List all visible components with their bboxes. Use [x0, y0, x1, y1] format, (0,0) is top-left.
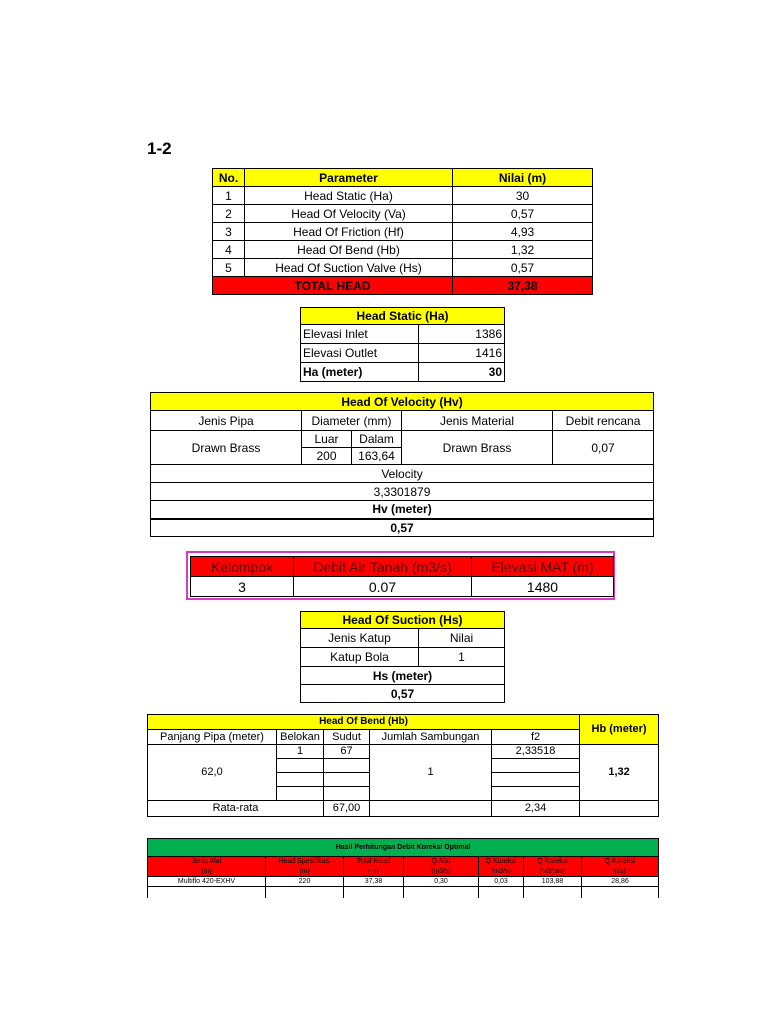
- head-bend-table: [147, 714, 659, 817]
- header-debit-air-tanah: Debit Air Tanah (m3/s): [294, 557, 472, 577]
- hs-value: 0,57: [301, 685, 505, 703]
- row-param: Head Of Suction Valve (Hs): [245, 259, 453, 277]
- cell: Multiflo 420-EXHV: [148, 877, 266, 887]
- ha-label: Ha (meter): [301, 363, 419, 382]
- cell: 28,86: [582, 877, 659, 887]
- header-q-koreksi: Q Koreksi: [524, 857, 582, 867]
- header-total-head: Total Head: [344, 857, 404, 867]
- row-no: 1: [213, 187, 245, 205]
- table-row: [148, 877, 659, 887]
- head-suction-table: [300, 611, 505, 703]
- col-belokan: Belokan: [277, 730, 324, 745]
- material-value: Drawn Brass: [402, 431, 553, 465]
- elevasi-outlet-label: Elevasi Outlet: [301, 344, 419, 363]
- head-static-title: Head Static (Ha): [301, 308, 505, 325]
- col-jenis-katup: Jenis Katup: [301, 629, 419, 648]
- table-row: [213, 259, 593, 277]
- hb-value: 1,32: [580, 745, 659, 801]
- header-q-koreksi: Q Koreksi: [479, 857, 524, 867]
- rata-rata-sudut: 67,00: [324, 801, 370, 817]
- col-debit-rencana: Debit rencana: [553, 411, 654, 431]
- table-row: [213, 187, 593, 205]
- dalam-value: 163,64: [352, 448, 402, 465]
- table-row: [213, 205, 593, 223]
- optimal-table: [147, 838, 659, 898]
- header-jenis-alat: Jenis Alat: [148, 857, 266, 867]
- col-nilai: Nilai: [419, 629, 505, 648]
- row-param: Head Of Friction (Hf): [245, 223, 453, 241]
- f2-value: 2,33518: [492, 745, 580, 759]
- panjang-pipa-value: 62,0: [148, 745, 277, 801]
- row-value: 30: [453, 187, 593, 205]
- elevasi-mat-value: 1480: [472, 577, 614, 597]
- row-param: Head Of Bend (Hb): [245, 241, 453, 259]
- cell: 0,03: [479, 877, 524, 887]
- row-no: 5: [213, 259, 245, 277]
- cell: 103,88: [524, 877, 582, 887]
- total-head-label: TOTAL HEAD: [213, 277, 453, 295]
- header-head-spesifikasi: Head Spesifikasi: [266, 857, 344, 867]
- table-row: [213, 241, 593, 259]
- debit-air-tanah-value: 0.07: [294, 577, 472, 597]
- total-head-value: 37,38: [453, 277, 593, 295]
- sudut-value: 67: [324, 745, 370, 759]
- belokan-value: 1: [277, 745, 324, 759]
- rata-rata-label: Rata-rata: [148, 801, 324, 817]
- cell: 0,30: [404, 877, 479, 887]
- head-bend-title: Head Of Bend (Hb): [148, 715, 580, 730]
- row-param: Head Static (Ha): [245, 187, 453, 205]
- unit-label: (m3/s): [479, 867, 524, 877]
- summary-table: [212, 168, 593, 295]
- row-no: 4: [213, 241, 245, 259]
- col-luar: Luar: [302, 431, 352, 448]
- page-title: 1-2: [147, 139, 172, 158]
- elevasi-outlet-value: 1416: [419, 344, 505, 363]
- row-value: 4,93: [453, 223, 593, 241]
- velocity-value: 3,3301879: [151, 483, 654, 501]
- velocity-label: Velocity: [151, 465, 654, 483]
- header-no: No.: [213, 169, 245, 187]
- col-jenis-material: Jenis Material: [402, 411, 553, 431]
- head-static-table: [300, 307, 505, 382]
- cell: 220: [266, 877, 344, 887]
- row-no: 3: [213, 223, 245, 241]
- col-jumlah-sambungan: Jumlah Sambungan: [370, 730, 492, 745]
- jumlah-sambungan-value: 1: [370, 745, 492, 801]
- head-velocity-table: [150, 392, 654, 537]
- head-velocity-title: Head Of Velocity (Hv): [151, 393, 654, 411]
- rata-rata-f2: 2,34: [492, 801, 580, 817]
- header-value: Nilai (m): [453, 169, 593, 187]
- col-f2: f2: [492, 730, 580, 745]
- group-table: [190, 556, 614, 597]
- row-param: Head Of Velocity (Va): [245, 205, 453, 223]
- unit-label: (l/s): [582, 867, 659, 877]
- ha-value: 30: [419, 363, 505, 382]
- header-elevasi-mat: Elevasi MAT (m): [472, 557, 614, 577]
- table-row: [213, 223, 593, 241]
- optimal-title: Hasil Perhitungan Debit Koreksi Optimal: [148, 839, 659, 857]
- kelompok-value: 3: [191, 577, 294, 597]
- hv-label: Hv (meter): [151, 501, 654, 519]
- pipe-value: Drawn Brass: [151, 431, 302, 465]
- col-dalam: Dalam: [352, 431, 402, 448]
- unit-label: (m3/jam): [524, 867, 582, 877]
- col-diameter: Diameter (mm): [302, 411, 402, 431]
- elevasi-inlet-label: Elevasi Inlet: [301, 325, 419, 344]
- debit-value: 0,07: [553, 431, 654, 465]
- row-value: 0,57: [453, 205, 593, 223]
- col-jenis-pipa: Jenis Pipa: [151, 411, 302, 431]
- col-sudut: Sudut: [324, 730, 370, 745]
- nilai-value: 1: [419, 648, 505, 667]
- header-q-koreksi: Q Koreksi: [582, 857, 659, 867]
- hv-value: 0,57: [151, 519, 654, 537]
- col-panjang-pipa: Panjang Pipa (meter): [148, 730, 277, 745]
- row-value: 1,32: [453, 241, 593, 259]
- unit-label: (m): [344, 867, 404, 877]
- katup-value: Katup Bola: [301, 648, 419, 667]
- cell: 37,38: [344, 877, 404, 887]
- header-parameter: Parameter: [245, 169, 453, 187]
- row-no: 2: [213, 205, 245, 223]
- head-suction-title: Head Of Suction (Hs): [301, 612, 505, 629]
- header-kelompok: Kelompok: [191, 557, 294, 577]
- unit-label: (m): [148, 867, 266, 877]
- luar-value: 200: [302, 448, 352, 465]
- header-q-alat: Q Alat: [404, 857, 479, 867]
- hs-label: Hs (meter): [301, 667, 505, 685]
- row-value: 0,57: [453, 259, 593, 277]
- unit-label: (m): [266, 867, 344, 877]
- hb-label: Hb (meter): [580, 715, 659, 745]
- elevasi-inlet-value: 1386: [419, 325, 505, 344]
- unit-label: (m3/s): [404, 867, 479, 877]
